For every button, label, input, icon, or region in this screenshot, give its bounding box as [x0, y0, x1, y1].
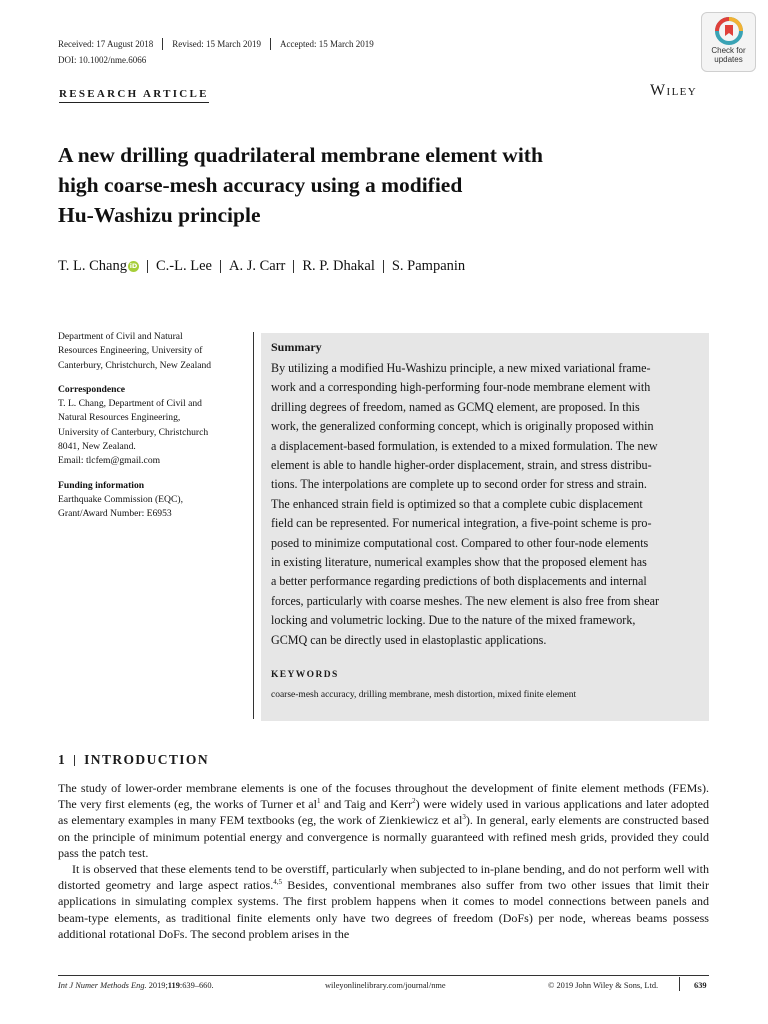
- section-number: 1: [58, 752, 67, 767]
- citation-link[interactable]: 3: [462, 813, 466, 822]
- paragraph: It is observed that these elements tend to be overstiff, particularly when subjected to in-plane bending, and do not perform well with distorted geometry and large aspect ratios.$^{4,5}$ Besides, conventional membranes also suffer from two other issues that limit their applications in simulating complex systems. The first problem happens when it comes to model connections between panels and beam-type elements, as traditional finite elements only have two degrees of freedom (DoFs) per node, whereas beams possess additional rotational DoFs. The second problem arises in the: [58, 862, 709, 941]
- author[interactable]: R. P. Dhakal: [302, 258, 375, 274]
- article-type: RESEARCH ARTICLE: [59, 88, 209, 103]
- paper-title: [58, 140, 698, 230]
- affiliation: Department of Civil and Natural Resources Engineering, University of Canterbury, Christchurch, New Zealand: [58, 331, 212, 371]
- footer-rule: [58, 975, 709, 976]
- correspondence: T. L. Chang, Department of Civil and Natural Resources Engineering, University of Canterbury, Christchurch 8041, New Zealand. Email: tlcfem@gmail.com: [58, 397, 238, 468]
- page-number: 639: [694, 981, 707, 990]
- author[interactable]: C.-L. Lee: [156, 258, 212, 274]
- divider: [220, 260, 221, 273]
- journal-url-link[interactable]: wileyonlinelibrary.com/journal/nme: [325, 981, 446, 990]
- funding-heading: Funding information: [58, 479, 145, 491]
- email-link[interactable]: Email: tlcfem@gmail.com: [58, 455, 161, 467]
- title-line: A new drilling quadrilateral membrane element with: [58, 143, 543, 167]
- check-for-updates-button[interactable]: [701, 12, 756, 72]
- divider: [679, 977, 680, 991]
- author[interactable]: S. Pampanin: [391, 258, 466, 274]
- publication-dates: [58, 38, 374, 50]
- doi[interactable]: DOI: 10.1002/nme.6066: [58, 55, 147, 65]
- divider: [293, 260, 294, 273]
- divider: [74, 755, 75, 766]
- crossmark-icon: [715, 17, 743, 45]
- summary-heading: Summary: [271, 340, 322, 354]
- section-heading: [58, 752, 209, 768]
- correspondence-heading: Correspondence: [58, 383, 125, 395]
- author[interactable]: A. J. Carr: [228, 258, 286, 274]
- publisher-logo: Wiley: [650, 82, 698, 99]
- check-for-updates-label: Check for updates: [711, 46, 746, 64]
- title-line: Hu-Washizu principle: [58, 203, 261, 227]
- divider: [147, 260, 148, 273]
- author-list: [58, 258, 465, 275]
- divider: [270, 38, 271, 50]
- introduction-text: [58, 780, 709, 942]
- article-info-sidebar: [58, 330, 238, 522]
- author[interactable]: T. L. Chang iD: [58, 258, 138, 274]
- column-divider: [253, 332, 254, 719]
- citation-link[interactable]: 4,5: [273, 878, 283, 887]
- journal-citation: Int J Numer Methods Eng. 2019;119:639–660.: [58, 981, 214, 990]
- divider: [383, 260, 384, 273]
- summary-text: By utilizing a modified Hu-Washizu principle, a new mixed variational frame- work and a corresponding high-performing four-node membrane element with drilling degrees of freedom, named as GCMQ element, are proposed. In this work, the generalized conforming concept, which is originally proposed within a displacement-based formulation, is extended to a mixed formulation. The new element is able to handle higher-order displacement, strain, and stress distribu- tions. The interpolations are complete up to second order for stress and strain. The enhanced strain field is optimized so that a complete cubic displacement field can be represented. For numerical integration, a five-point scheme is pro- posed to minimize computational cost. Compared to other four-node elements in existing literature, numerical examples show that the proposed element has a better performance regarding predictions of both displacements and internal forces, particularly with coarse meshes. The new element is also free from shear locking and volumetric locking. Due to the nature of the mixed framework, GCMQ can be directly used in elastoplastic applications.: [271, 361, 659, 647]
- accepted-date: Accepted: 15 March 2019: [279, 39, 374, 49]
- title-line: high coarse-mesh accuracy using a modified: [58, 173, 463, 197]
- section-title: INTRODUCTION: [84, 752, 209, 767]
- paragraph: The study of lower-order membrane elements is one of the focuses throughout the development of finite element methods (FEMs). The very first elements (eg, the works of Turner et $al^1$ and Taig and Kerr$^2$) were widely used in various applications and later adopted as elementary examples in many FEM textbooks (eg, the work of Zienkiewicz et $al^3$). In general, early elements are constructed based on the principle of minimum potential energy and convergence is normally guaranteed with refined mesh grids, provided they could pass the patch test.: [58, 781, 709, 860]
- divider: [162, 38, 163, 50]
- keywords-heading: KEYWORDS: [271, 670, 339, 680]
- received-date: Received: 17 August 2018: [58, 39, 154, 49]
- orcid-icon[interactable]: iD: [129, 262, 138, 270]
- keywords: coarse-mesh accuracy, drilling membrane, mesh distortion, mixed finite element: [271, 690, 577, 700]
- citation-link[interactable]: 1: [316, 797, 321, 806]
- funding-info: Earthquake Commission (EQC), Grant/Award Number: E6953: [58, 493, 183, 520]
- revised-date: Revised: 15 March 2019: [172, 39, 261, 49]
- copyright: © 2019 John Wiley & Sons, Ltd.: [548, 981, 659, 990]
- citation-link[interactable]: 2: [412, 797, 416, 806]
